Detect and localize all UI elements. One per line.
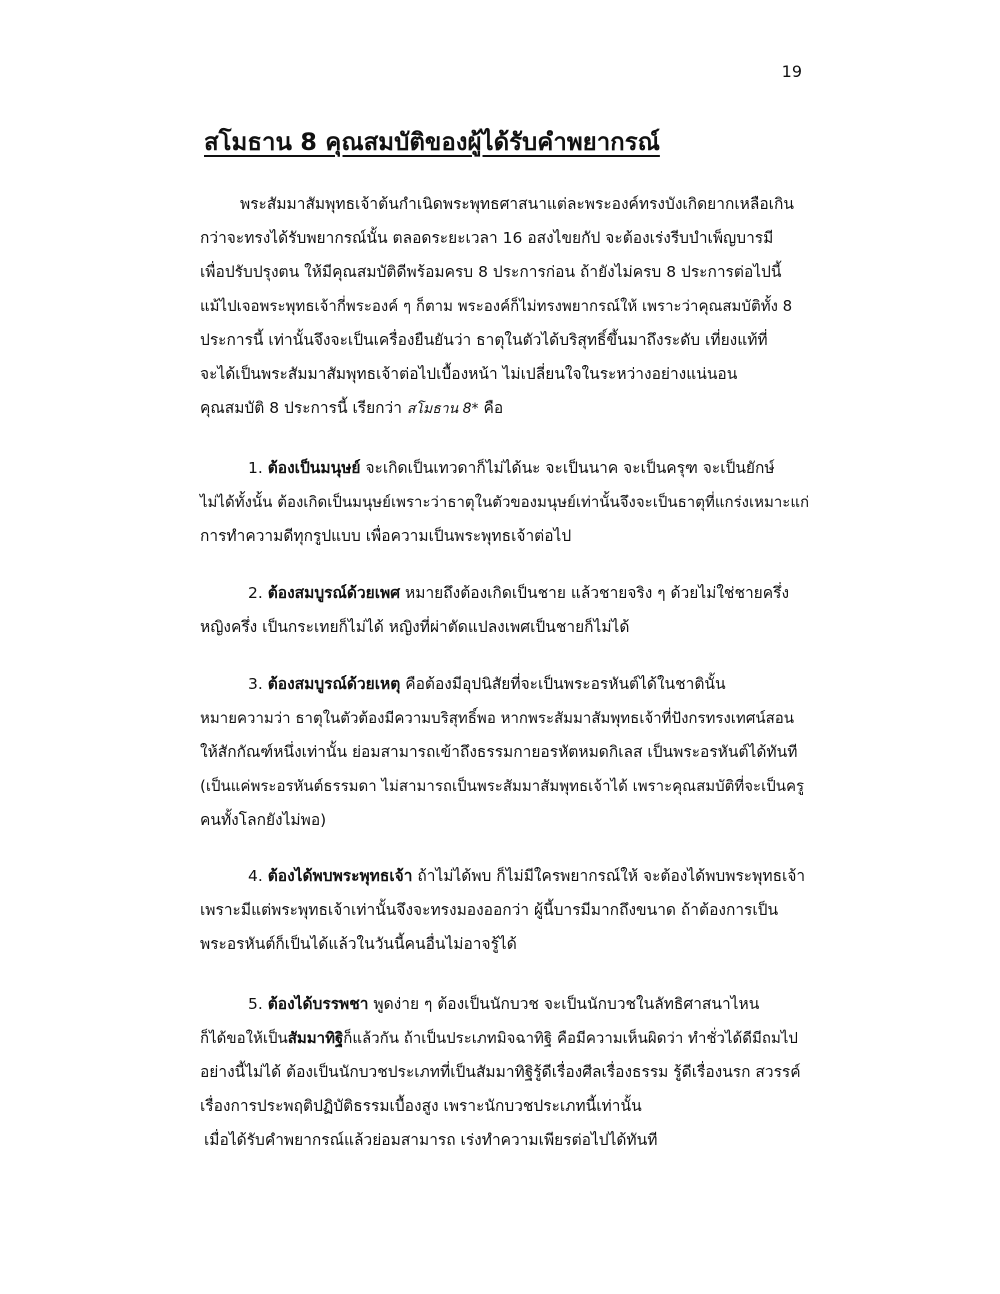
text-run: คือต้องมีอุปนิสัยที่จะเป็นพระอรหันต์ได้ในชาตินั้น xyxy=(400,675,726,693)
text-line: คนทั้งโลกยังไม่พอ) xyxy=(200,811,327,829)
text-line: เมื่อได้รับคำพยากรณ์แล้วย่อมสามารถ เร่งทำความเพียรต่อไปได้ทันที xyxy=(204,1131,658,1149)
text-run: หมายถึงต้องเกิดเป็นชาย แล้วชายจริง ๆ ด้วยไม่ใช่ชายครึ่ง xyxy=(400,584,790,602)
text-line: จะได้เป็นพระสัมมาสัมพุทธเจ้าต่อไปเบื้องหน้า ไม่เปลี่ยนใจในระหว่างอย่างแน่นอน xyxy=(200,365,738,383)
item-title: ต้องสมบูรณ์ด้วยเหตุ xyxy=(267,675,401,693)
item-title: ต้องได้บรรพชา xyxy=(267,995,369,1013)
text-run: จะเกิดเป็นเทวดาก็ไม่ได้นะ จะเป็นนาค จะเป็นครุฑ จะเป็นยักษ์ xyxy=(360,459,775,477)
text-run: พูดง่าย ๆ ต้องเป็นนักบวช จะเป็นนักบวชในลัทธิศาสนาไหน xyxy=(368,995,760,1013)
text-line: ไม่ได้ทั้งนั้น ต้องเกิดเป็นมนุษย์เพราะว่าธาตุในตัวของมนุษย์เท่านั้นจึงจะเป็นธาตุที่แกร่งเหมาะแก่ xyxy=(200,493,810,511)
item-title: ต้องสมบูรณ์ด้วยเพศ xyxy=(267,584,401,602)
text-line: (เป็นแค่พระอรหันต์ธรรมดา ไม่สามารถเป็นพระสัมมาสัมพุทธเจ้าได้ เพราะคุณสมบัติที่จะเป็นครู xyxy=(200,777,805,795)
text-run: ถ้าไม่ได้พบ ก็ไม่มีใครพยากรณ์ให้ จะต้องได้พบพระพุทธเจ้า xyxy=(412,867,806,885)
item-number: 1. xyxy=(248,459,268,477)
text-line: พระอรหันต์ก็เป็นได้แล้วในวันนี้คนอื่นไม่อาจรู้ได้ xyxy=(200,935,517,953)
text-line: การทำความดีทุกรูปแบบ เพื่อความเป็นพระพุทธเจ้าต่อไป xyxy=(200,527,572,545)
bold-term: สัมมาทิฐิ xyxy=(287,1029,344,1047)
text-run: ก็ได้ขอให้เป็น xyxy=(200,1029,288,1047)
text-line: อย่างนี้ไม่ได้ ต้องเป็นนักบวชประเภทที่เป็นสัมมาทิฐิรู้ดีเรื่องศีลเรื่องธรรม รู้ดีเรื่องนรก สวรรค์ xyxy=(200,1063,801,1081)
text-run: คือ xyxy=(478,399,504,417)
text-line xyxy=(248,994,759,1014)
text-line: พระสัมมาสัมพุทธเจ้าต้นกำเนิดพระพุทธศาสนาแต่ละพระองค์ทรงบังเกิดยากเหลือเกิน xyxy=(240,195,794,213)
item-number: 4. xyxy=(248,867,268,885)
text-line xyxy=(248,583,789,603)
text-line xyxy=(248,458,775,478)
text-run: คุณสมบัติ 8 ประการนี้ เรียกว่า xyxy=(200,399,407,417)
text-line: หมายความว่า ธาตุในตัวต้องมีความบริสุทธิ์พอ หากพระสัมมาสัมพุทธเจ้าที่ปังกรทรงเทศน์สอน xyxy=(200,709,795,727)
text-line xyxy=(248,866,805,886)
text-line: เพราะมีแต่พระพุทธเจ้าเท่านั้นจึงจะทรงมองออกว่า ผู้นี้บารมีมากถึงขนาด ถ้าต้องการเป็น xyxy=(200,901,779,919)
italic-term: สโมธาน 8* xyxy=(406,401,479,417)
section-heading: สโมธาน 8 คุณสมบัติของผู้ได้รับคำพยากรณ์ xyxy=(204,128,660,156)
text-line: เรื่องการประพฤติปฏิบัติธรรมเบื้องสูง เพราะนักบวชประเภทนี้เท่านั้น xyxy=(200,1097,642,1115)
item-title: ต้องได้พบพระพุทธเจ้า xyxy=(267,867,413,885)
item-number: 3. xyxy=(248,675,268,693)
text-run: ก็แล้วกัน ถ้าเป็นประเภทมิจฉาทิฐิ คือมีความเห็นผิดว่า ทำชั่วได้ดีมีถมไป xyxy=(343,1029,798,1047)
page-number: 19 xyxy=(781,62,802,81)
text-line: หญิงครึ่ง เป็นกระเทยก็ไม่ได้ หญิงที่ผ่าตัดแปลงเพศเป็นชายก็ไม่ได้ xyxy=(200,618,630,636)
text-line xyxy=(200,398,503,419)
text-line xyxy=(248,674,726,694)
text-line xyxy=(200,1028,798,1048)
item-number: 5. xyxy=(248,995,268,1013)
text-line: เพื่อปรับปรุงตน ให้มีคุณสมบัติดีพร้อมครบ 8 ประการก่อน ถ้ายังไม่ครบ 8 ประการต่อไปนี้ xyxy=(200,263,782,281)
text-line: ให้สักกัณฑ์หนึ่งเท่านั้น ย่อมสามารถเข้าถึงธรรมกายอรหัตหมดกิเลส เป็นพระอรหันต์ได้ทันที xyxy=(200,743,798,761)
item-number: 2. xyxy=(248,584,268,602)
item-title: ต้องเป็นมนุษย์ xyxy=(267,459,361,477)
text-line: กว่าจะทรงได้รับพยากรณ์นั้น ตลอดระยะเวลา 16 อสงไขยกัป จะต้องเร่งรีบบำเพ็ญบารมี xyxy=(200,229,774,247)
text-line: แม้ไปเจอพระพุทธเจ้ากี่พระองค์ ๆ ก็ตาม พระองค์ก็ไม่ทรงพยากรณ์ให้ เพราะว่าคุณสมบัติทั้ง 8 xyxy=(200,297,793,315)
text-line: ประการนี้ เท่านั้นจึงจะเป็นเครื่องยืนยันว่า ธาตุในตัวได้บริสุทธิ์ขึ้นมาถึงระดับ เที่ยงแท้ที่ xyxy=(200,331,768,349)
